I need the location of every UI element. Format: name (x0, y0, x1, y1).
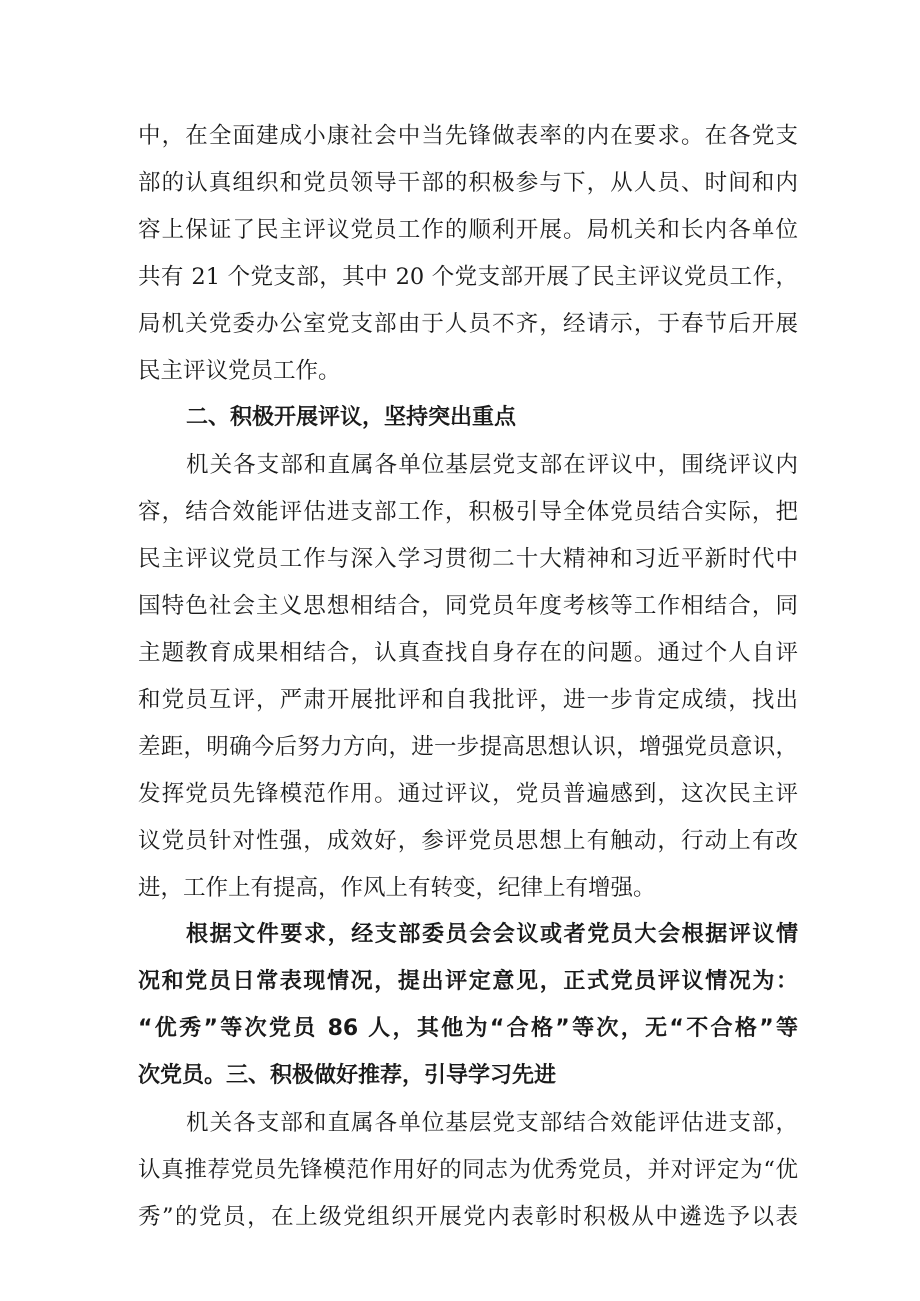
paragraph-3-line-4: 次党员。三、积极做好推荐，引导学习先进 (138, 1063, 557, 1088)
paragraph-2-line-1: 机关各支部和直属各单位基层党支部在评议中，围绕评议内 (186, 452, 798, 478)
paragraph-2-line-10: 进，工作上有提高，作风上有转变，纪律上有增强。 (138, 875, 656, 901)
paragraph-2-line-7: 差距，明确今后努力方向，进一步提高思想认识，增强党员意识， (138, 734, 798, 760)
paragraph-2-line-2: 容，结合效能评估进支部工作，积极引导全体党员结合实际，把 (138, 499, 798, 525)
paragraph-1-line-5: 局机关党委办公室党支部由于人员不齐，经请示，于春节后开展 (138, 311, 798, 337)
paragraph-3-line-1: 根据文件要求，经支部委员会会议或者党员大会根据评议情 (186, 922, 798, 947)
paragraph-1-line-3: 容上保证了民主评议党员工作的顺利开展。局机关和长内各单位 (138, 217, 798, 243)
paragraph-2-line-8: 发挥党员先锋模范作用。通过评议，党员普遍感到，这次民主评 (138, 781, 798, 807)
paragraph-2-line-5: 主题教育成果相结合，认真查找自身存在的问题。通过个人自评 (138, 640, 798, 666)
paragraph-4-line-2: 认真推荐党员先锋模范作用好的同志为优秀党员，并对评定为“优 (138, 1157, 798, 1183)
section-heading-2: 二、积极开展评议，坚持突出重点 (186, 405, 517, 430)
paragraph-1-line-6: 民主评议党员工作。 (138, 358, 341, 384)
paragraph-2-line-3: 民主评议党员工作与深入学习贯彻二十大精神和习近平新时代中 (138, 546, 798, 572)
paragraph-2-line-4: 国特色社会主义思想相结合，同党员年度考核等工作相结合，同 (138, 593, 798, 619)
paragraph-1-line-2: 部的认真组织和党员领导干部的积极参与下，从人员、时间和内 (138, 170, 798, 196)
paragraph-3-line-2: 况和党员日常表现情况，提出评定意见，正式党员评议情况为： (138, 969, 798, 994)
paragraph-3-line-3: “优秀”等次党员 86 人，其他为“合格”等次，无“不合格”等 (138, 1016, 798, 1041)
paragraph-2-line-9: 议党员针对性强，成效好，参评党员思想上有触动，行动上有改 (138, 828, 798, 854)
paragraph-4-line-1: 机关各支部和直属各单位基层党支部结合效能评估进支部， (186, 1110, 798, 1136)
paragraph-2-line-6: 和党员互评，严肃开展批评和自我批评，进一步肯定成绩，找出 (138, 687, 798, 713)
paragraph-4-line-3: 秀”的党员，在上级党组织开展党内表彰时积极从中遴选予以表 (138, 1204, 798, 1230)
paragraph-1-line-4: 共有 21 个党支部，其中 20 个党支部开展了民主评议党员工作， (138, 264, 798, 290)
paragraph-1-line-1: 中，在全面建成小康社会中当先锋做表率的内在要求。在各党支 (138, 123, 798, 149)
